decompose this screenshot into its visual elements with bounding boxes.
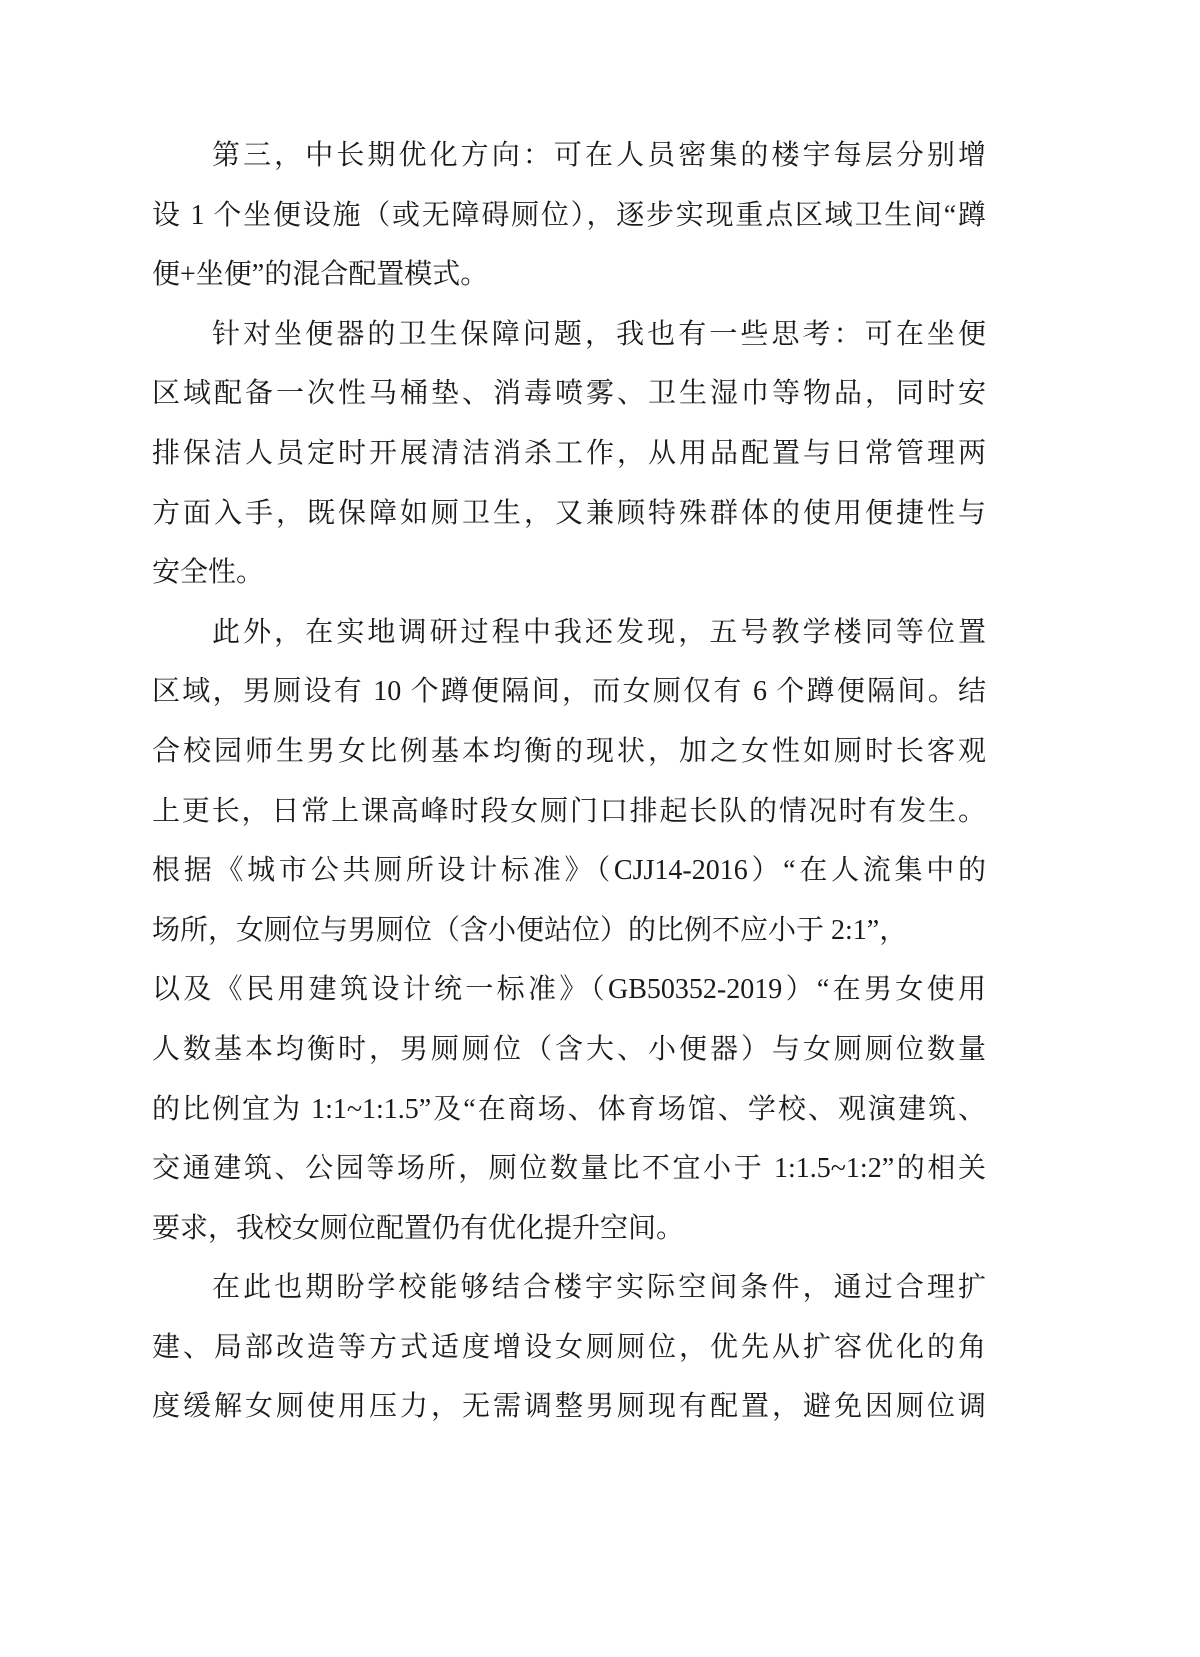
- text-line: 针对坐便器的卫生保障问题，我也有一些思考：可在坐便: [212, 318, 986, 350]
- text-line: 要求，我校女厕位配置仍有优化提升空间。: [152, 1212, 685, 1244]
- text-line: 度缓解女厕使用压力，无需调整男厕现有配置，避免因厕位调: [152, 1391, 986, 1423]
- text-line: 第三，中长期优化方向：可在人员密集的楼宇每层分别增: [212, 140, 986, 171]
- text-line: 人数基本均衡时，男厕厕位（含大、小便器）与女厕厕位数量: [152, 1033, 986, 1065]
- text-line: 的比例宜为 1:1~1:1.5”及“在商场、体育场馆、学校、观演建筑、: [152, 1093, 986, 1125]
- text-line: 根据《城市公共厕所设计标准》（CJJ14-2016）“在人流集中的: [152, 855, 986, 887]
- text-line: 安全性。: [152, 557, 265, 589]
- paragraph-3: [152, 613, 986, 1269]
- text-line: 交通建筑、公园等场所，厕位数量比不宜小于 1:1.5~1:2”的相关: [152, 1153, 986, 1185]
- text-line: 以及《民用建筑设计统一标准》（GB50352-2019）“在男女使用: [152, 974, 986, 1006]
- text-line: 便+坐便”的混合配置模式。: [152, 259, 489, 291]
- text-line: 区域，男厕设有 10 个蹲便隔间，而女厕仅有 6 个蹲便隔间。结: [152, 676, 986, 708]
- text-line: 区域配备一次性马桶垫、消毒喷雾、卫生湿巾等物品，同时安: [152, 378, 986, 410]
- text-line: 此外，在实地调研过程中我还发现，五号教学楼同等位置: [212, 616, 986, 648]
- paragraph-1: [152, 136, 986, 315]
- paragraph-4: [152, 1268, 986, 1447]
- text-line: 设 1 个坐便设施（或无障碍厕位），逐步实现重点区域卫生间“蹲: [152, 199, 986, 231]
- text-line: 合校园师生男女比例基本均衡的现状，加之女性如厕时长客观: [152, 735, 986, 767]
- text-line: 建、局部改造等方式适度增设女厕厕位，优先从扩容优化的角: [152, 1331, 986, 1363]
- text-line: 上更长，日常上课高峰时段女厕门口排起长队的情况时有发生。: [152, 795, 986, 827]
- text-line: 排保洁人员定时开展清洁消杀工作，从用品配置与日常管理两: [152, 437, 986, 469]
- paragraph-2: [152, 315, 986, 613]
- document-page: [152, 136, 986, 1447]
- text-line: 场所，女厕位与男厕位（含小便站位）的比例不应小于 2:1”，: [152, 914, 908, 946]
- text-line: 方面入手，既保障如厕卫生，又兼顾特殊群体的使用便捷性与: [152, 497, 986, 529]
- text-line: 在此也期盼学校能够结合楼宇实际空间条件，通过合理扩: [212, 1272, 986, 1304]
